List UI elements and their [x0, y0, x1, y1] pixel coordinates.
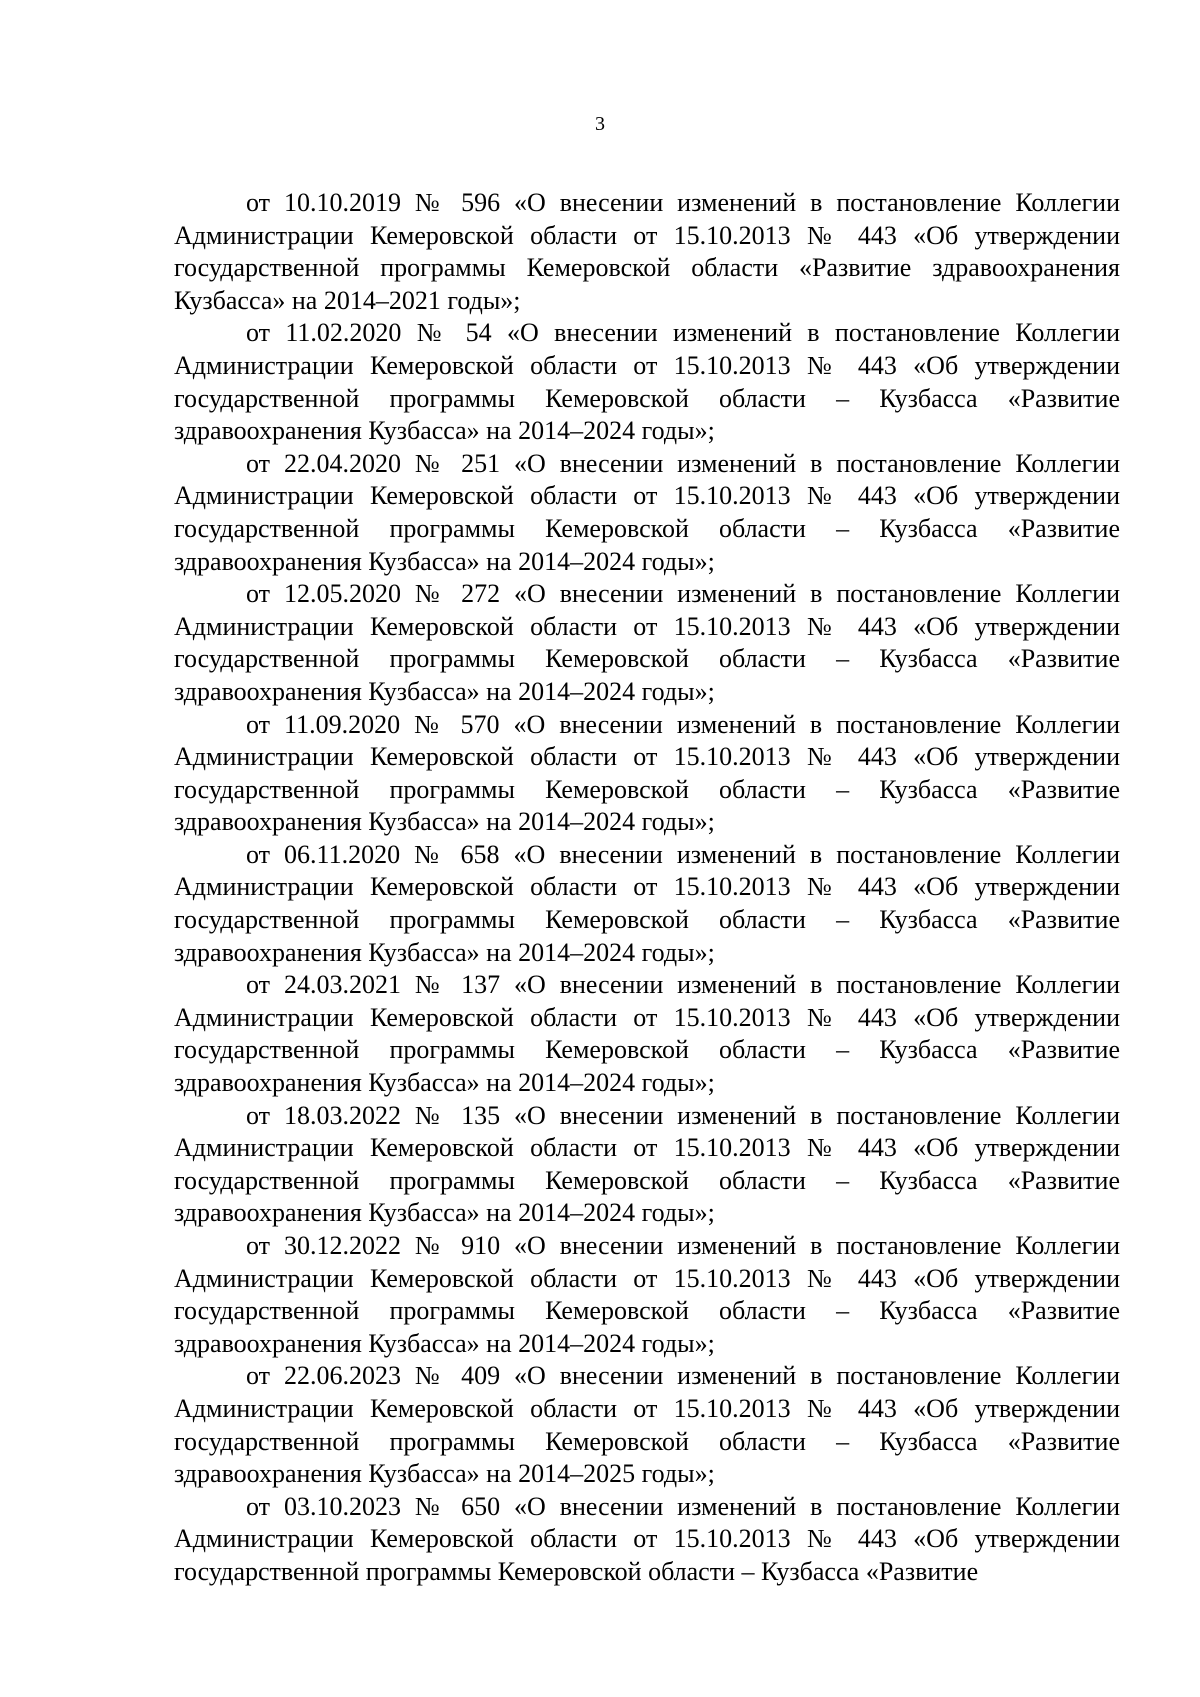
resolution-list-item: от 12.05.2020 № 272 «О внесении изменений в постановление Коллегии Администрации Кемеровской области от 15.10.2013 № 443 «Об утверждении государственной программы Кемеровской области – Кузбасса «Развитие здравоохранения Кузбасса» на 2014–2024 годы»; — [174, 579, 1120, 706]
resolution-list-item: от 11.09.2020 № 570 «О внесении изменений в постановление Коллегии Администрации Кемеровской области от 15.10.2013 № 443 «Об утверждении государственной программы Кемеровской области – Кузбасса «Развитие здравоохранения Кузбасса» на 2014–2024 годы»; — [174, 709, 1120, 837]
resolution-list-item: от 22.04.2020 № 251 «О внесении изменений в постановление Коллегии Администрации Кемеровской области от 15.10.2013 № 443 «Об утверждении государственной программы Кемеровской области – Кузбасса «Развитие здравоохранения Кузбасса» на 2014–2024 годы»; — [174, 448, 1120, 576]
resolution-list-item: от 11.02.2020 № 54 «О внесении изменений в постановление Коллегии Администрации Кемеровской области от 15.10.2013 № 443 «Об утверждении государственной программы Кемеровской области – Кузбасса «Развитие здравоохранения Кузбасса» на 2014–2024 годы»; — [174, 318, 1120, 446]
resolution-list-item: от 22.06.2023 № 409 «О внесении изменений в постановление Коллегии Администрации Кемеровской области от 15.10.2013 № 443 «Об утверждении государственной программы Кемеровской области – Кузбасса «Развитие здравоохранения Кузбасса» на 2014–2025 годы»; — [174, 1361, 1120, 1489]
page-number: 3 — [595, 113, 605, 135]
resolution-list-item: от 06.11.2020 № 658 «О внесении изменений в постановление Коллегии Администрации Кемеровской области от 15.10.2013 № 443 «Об утверждении государственной программы Кемеровской области – Кузбасса «Развитие здравоохранения Кузбасса» на 2014–2024 годы»; — [174, 839, 1120, 967]
resolution-list-item: от 18.03.2022 № 135 «О внесении изменений в постановление Коллегии Администрации Кемеровской области от 15.10.2013 № 443 «Об утверждении государственной программы Кемеровской области – Кузбасса «Развитие здравоохранения Кузбасса» на 2014–2024 годы»; — [174, 1100, 1120, 1228]
resolution-list-item: от 10.10.2019 № 596 «О внесении изменений в постановление Коллегии Администрации Кемеровской области от 15.10.2013 № 443 «Об утверждении государственной программы Кемеровской области «Развитие здравоохранения Кузбасса» на 2014–2021 годы»; — [174, 188, 1120, 315]
resolution-list-item: от 30.12.2022 № 910 «О внесении изменений в постановление Коллегии Администрации Кемеровской области от 15.10.2013 № 443 «Об утверждении государственной программы Кемеровской области – Кузбасса «Развитие здравоохранения Кузбасса» на 2014–2024 годы»; — [174, 1231, 1120, 1358]
resolution-list-item: от 03.10.2023 № 650 «О внесении изменений в постановление Коллегии Администрации Кемеровской области от 15.10.2013 № 443 «Об утверждении государственной программы Кемеровской области – Кузбасса «Развитие — [174, 1491, 1120, 1586]
resolution-list-item: от 24.03.2021 № 137 «О внесении изменений в постановление Коллегии Администрации Кемеровской области от 15.10.2013 № 443 «Об утверждении государственной программы Кемеровской области – Кузбасса «Развитие здравоохранения Кузбасса» на 2014–2024 годы»; — [174, 970, 1120, 1098]
document-body — [174, 187, 1120, 1589]
